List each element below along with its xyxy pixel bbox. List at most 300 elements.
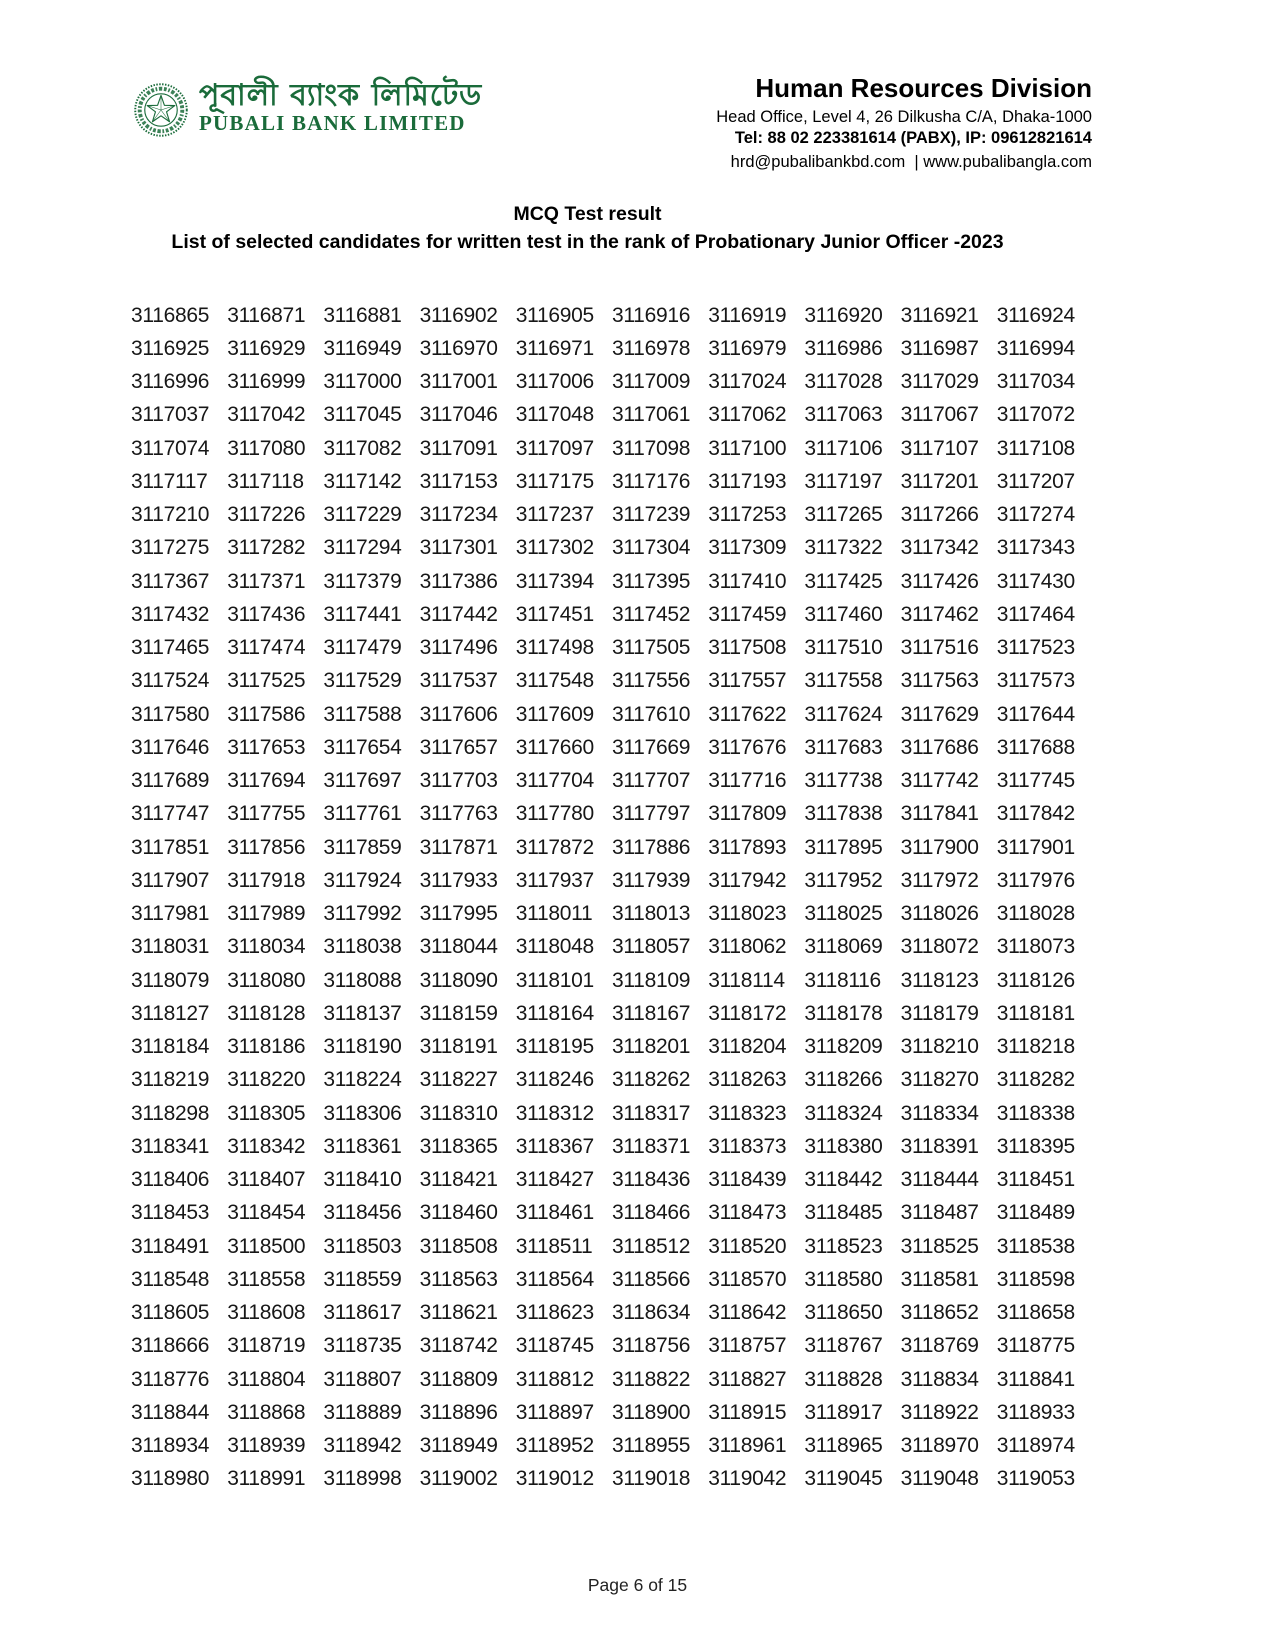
candidate-roll: 3117371 (227, 569, 306, 593)
candidate-roll: 3118262 (611, 1068, 691, 1092)
candidate-roll: 3118373 (708, 1134, 787, 1158)
candidate-roll: 3118841 (996, 1367, 1075, 1391)
candidate-roll: 3118201 (611, 1035, 691, 1059)
bank-logo-text (199, 80, 482, 134)
candidate-roll: 3119018 (611, 1467, 691, 1491)
candidate-roll: 3117234 (419, 503, 498, 527)
candidate-roll: 3118190 (323, 1035, 402, 1059)
candidate-roll: 3117426 (900, 569, 979, 593)
candidate-roll: 3119048 (900, 1467, 979, 1491)
candidate-roll: 3118598 (996, 1267, 1075, 1291)
candidate-roll: 3118178 (804, 1001, 883, 1025)
results-row (131, 1164, 1093, 1197)
candidate-roll: 3117742 (900, 769, 979, 793)
candidate-roll: 3117523 (996, 636, 1075, 660)
pubali-bank-seal-icon (133, 82, 189, 138)
results-row (131, 765, 1093, 798)
candidate-roll: 3118897 (515, 1400, 594, 1424)
candidate-roll: 3118128 (227, 1001, 306, 1025)
results-row (131, 1130, 1093, 1163)
candidate-roll: 3118570 (708, 1267, 787, 1291)
candidate-roll: 3117654 (323, 735, 402, 759)
candidate-roll: 3117465 (131, 636, 210, 660)
candidate-roll: 3117629 (900, 702, 979, 726)
candidate-roll: 3117436 (227, 602, 306, 626)
candidate-roll: 3118334 (900, 1101, 979, 1125)
candidate-roll: 3118220 (227, 1068, 306, 1092)
candidate-roll: 3118080 (227, 968, 306, 992)
candidate-roll: 3118489 (996, 1201, 1075, 1225)
candidate-roll: 3118204 (708, 1035, 787, 1059)
candidate-roll: 3118159 (419, 1001, 498, 1025)
candidate-roll: 3118487 (900, 1201, 979, 1225)
candidate-roll: 3117080 (227, 436, 306, 460)
candidate-roll: 3117379 (323, 569, 402, 593)
results-row (131, 366, 1093, 399)
results-row (131, 299, 1093, 332)
results-row (131, 898, 1093, 931)
candidate-roll: 3117976 (996, 868, 1075, 892)
candidate-roll: 3117842 (996, 802, 1075, 826)
candidate-roll: 3116929 (227, 336, 306, 360)
results-row (131, 465, 1093, 498)
candidate-roll: 3118650 (804, 1301, 883, 1325)
candidate-roll: 3118980 (131, 1467, 210, 1491)
candidate-roll: 3116925 (131, 336, 210, 360)
candidate-roll: 3117573 (996, 669, 1075, 693)
candidate-roll: 3117042 (227, 403, 306, 427)
candidate-roll: 3118186 (227, 1035, 306, 1059)
candidate-roll: 3117525 (227, 669, 306, 693)
candidate-roll: 3118427 (515, 1168, 594, 1192)
candidate-roll: 3116916 (611, 303, 691, 327)
candidate-roll: 3117622 (708, 702, 787, 726)
candidate-roll: 3118164 (515, 1001, 594, 1025)
candidate-roll: 3117046 (419, 403, 498, 427)
candidate-roll: 3116971 (515, 336, 594, 360)
candidate-roll: 3118057 (611, 935, 691, 959)
candidate-roll: 3117452 (611, 602, 691, 626)
candidate-roll: 3118844 (131, 1400, 210, 1424)
candidate-roll: 3118460 (419, 1201, 498, 1225)
candidate-roll: 3118062 (708, 935, 787, 959)
candidate-roll: 3117624 (804, 702, 883, 726)
candidate-roll: 3117704 (515, 769, 594, 793)
candidate-roll: 3117201 (900, 469, 979, 493)
candidate-roll: 3118026 (900, 902, 979, 926)
candidate-roll: 3118073 (996, 935, 1075, 959)
candidate-roll: 3117747 (131, 802, 210, 826)
candidate-roll: 3118338 (996, 1101, 1075, 1125)
candidate-roll: 3118028 (996, 902, 1075, 926)
candidate-roll: 3118069 (804, 935, 883, 959)
candidate-roll: 3118548 (131, 1267, 210, 1291)
candidate-roll: 3117253 (708, 503, 787, 527)
candidate-roll: 3118952 (515, 1434, 594, 1458)
candidate-roll: 3117610 (611, 702, 691, 726)
candidate-roll: 3118395 (996, 1134, 1075, 1158)
candidate-roll: 3118917 (804, 1400, 883, 1424)
candidate-roll: 3117510 (804, 636, 883, 660)
candidate-roll: 3117479 (323, 636, 402, 660)
candidate-roll: 3117548 (515, 669, 594, 693)
candidate-roll: 3118559 (323, 1267, 402, 1291)
candidate-roll: 3116924 (996, 303, 1075, 327)
candidate-roll: 3117900 (900, 835, 979, 859)
candidate-roll: 3117871 (419, 835, 498, 859)
candidate-roll: 3118090 (419, 968, 498, 992)
candidate-roll: 3118617 (323, 1301, 402, 1325)
candidate-roll: 3116881 (323, 303, 402, 327)
candidate-roll: 3118742 (419, 1334, 498, 1358)
candidate-roll: 3117937 (515, 868, 594, 892)
candidate-roll: 3118807 (323, 1367, 402, 1391)
candidate-roll: 3117524 (131, 669, 210, 693)
candidate-roll: 3117588 (323, 702, 402, 726)
candidate-roll: 3118406 (131, 1168, 210, 1192)
candidate-roll: 3117098 (611, 436, 691, 460)
candidate-roll: 3118263 (708, 1068, 787, 1092)
candidate-roll: 3117496 (419, 636, 498, 660)
candidate-roll: 3117918 (227, 868, 306, 892)
candidate-roll: 3118191 (419, 1035, 498, 1059)
candidate-roll: 3118298 (131, 1101, 210, 1125)
candidate-roll: 3118380 (804, 1134, 883, 1158)
candidate-roll: 3118306 (323, 1101, 402, 1125)
candidate-roll: 3117294 (323, 536, 402, 560)
candidate-roll: 3117686 (900, 735, 979, 759)
candidate-roll: 3118456 (323, 1201, 402, 1225)
candidate-roll: 3117992 (323, 902, 402, 926)
candidate-roll: 3118965 (804, 1434, 883, 1458)
candidate-roll: 3118735 (323, 1334, 402, 1358)
candidate-roll: 3116987 (900, 336, 979, 360)
candidate-roll: 3117893 (708, 835, 787, 859)
candidate-roll: 3118827 (708, 1367, 787, 1391)
results-row (131, 665, 1093, 698)
results-row (131, 565, 1093, 598)
candidate-roll: 3117342 (900, 536, 979, 560)
candidate-roll: 3117660 (515, 735, 594, 759)
candidate-roll: 3117557 (708, 669, 787, 693)
candidate-roll: 3117694 (227, 769, 306, 793)
candidate-roll: 3117609 (515, 702, 594, 726)
candidate-roll: 3118804 (227, 1367, 306, 1391)
candidate-roll: 3118955 (611, 1434, 691, 1458)
candidate-roll: 3117841 (900, 802, 979, 826)
candidate-roll: 3117275 (131, 536, 210, 560)
candidate-roll: 3118666 (131, 1334, 210, 1358)
candidate-roll: 3117972 (900, 868, 979, 892)
candidate-roll: 3117045 (323, 403, 402, 427)
candidate-roll: 3118227 (419, 1068, 498, 1092)
candidate-roll: 3116986 (804, 336, 883, 360)
candidate-roll: 3117516 (900, 636, 979, 660)
candidate-roll: 3117000 (323, 370, 402, 394)
candidate-roll: 3117006 (515, 370, 594, 394)
results-row (131, 798, 1093, 831)
candidate-roll: 3117266 (900, 503, 979, 527)
candidate-roll: 3116920 (804, 303, 883, 327)
candidate-roll: 3117106 (804, 436, 883, 460)
candidate-roll: 3117462 (900, 602, 979, 626)
candidate-roll: 3117210 (131, 503, 210, 527)
candidate-roll: 3118453 (131, 1201, 210, 1225)
candidate-roll: 3118011 (515, 902, 593, 926)
candidate-roll: 3117780 (515, 802, 594, 826)
candidate-roll: 3116865 (131, 303, 210, 327)
candidate-roll: 3118485 (804, 1201, 883, 1225)
candidate-roll: 3118566 (611, 1267, 691, 1291)
candidate-roll: 3118558 (227, 1267, 306, 1291)
candidate-roll: 3119002 (419, 1467, 498, 1491)
candidate-roll: 3118317 (611, 1101, 691, 1125)
candidate-roll: 3117697 (323, 769, 402, 793)
candidate-roll: 3117563 (900, 669, 979, 693)
candidate-roll: 3117586 (227, 702, 306, 726)
candidate-roll: 3117062 (708, 403, 787, 427)
candidate-roll: 3117809 (708, 802, 787, 826)
candidate-roll: 3118970 (900, 1434, 979, 1458)
candidate-roll: 3118503 (323, 1234, 402, 1258)
candidate-roll: 3118218 (996, 1035, 1075, 1059)
candidate-roll: 3117430 (996, 569, 1075, 593)
candidate-roll: 3117683 (804, 735, 883, 759)
candidate-roll: 3117309 (708, 536, 787, 560)
candidate-roll: 3117176 (611, 469, 691, 493)
candidate-roll: 3118342 (227, 1134, 306, 1158)
candidate-roll: 3116905 (515, 303, 594, 327)
candidate-roll: 3118172 (708, 1001, 787, 1025)
candidate-roll: 3117995 (419, 902, 498, 926)
results-row (131, 1263, 1093, 1296)
candidate-roll: 3117265 (804, 503, 883, 527)
candidate-roll: 3118949 (419, 1434, 498, 1458)
candidate-roll: 3119042 (708, 1467, 787, 1491)
results-row (131, 831, 1093, 864)
candidate-roll: 3118025 (804, 902, 883, 926)
candidate-roll: 3117274 (996, 503, 1075, 527)
candidate-roll: 3118634 (611, 1301, 691, 1325)
results-row (131, 1097, 1093, 1130)
candidate-roll: 3117886 (611, 835, 691, 859)
candidate-roll: 3118451 (996, 1168, 1075, 1192)
candidate-roll: 3118034 (227, 935, 306, 959)
candidate-roll: 3118367 (515, 1134, 594, 1158)
candidate-roll: 3118580 (804, 1267, 883, 1291)
telephone-line: Tel: 88 02 223381614 (PABX), IP: 09612821614 (734, 129, 1092, 147)
candidate-roll: 3117907 (131, 868, 210, 892)
candidate-roll: 3117001 (419, 370, 498, 394)
results-row (131, 1031, 1093, 1064)
candidate-roll: 3117108 (996, 436, 1075, 460)
candidate-roll: 3117009 (611, 370, 691, 394)
results-row (131, 964, 1093, 997)
candidate-roll: 3118809 (419, 1367, 498, 1391)
results-row (131, 1363, 1093, 1396)
candidate-roll: 3118310 (419, 1101, 498, 1125)
candidate-roll: 3118072 (900, 935, 979, 959)
candidate-roll: 3118224 (323, 1068, 402, 1092)
candidate-roll: 3117901 (996, 835, 1075, 859)
candidate-roll: 3116949 (323, 336, 402, 360)
candidate-roll: 3117367 (131, 569, 210, 593)
candidate-roll: 3117343 (996, 536, 1075, 560)
candidate-roll: 3118179 (900, 1001, 979, 1025)
candidate-roll: 3117942 (708, 868, 787, 892)
candidate-roll: 3117707 (611, 769, 691, 793)
candidate-roll: 3118868 (227, 1400, 306, 1424)
candidate-roll: 3117745 (996, 769, 1075, 793)
candidate-roll: 3117322 (804, 536, 883, 560)
contact-line: hrd@pubalibankbd.com | www.pubalibangla.com (730, 153, 1092, 171)
candidate-roll: 3118900 (611, 1400, 691, 1424)
page-footer (0, 1574, 1275, 1596)
candidate-roll: 3118305 (227, 1101, 306, 1125)
page-number: Page 6 of 15 (587, 1575, 688, 1595)
candidate-roll: 3117302 (515, 536, 594, 560)
candidate-roll: 3117933 (419, 868, 498, 892)
results-row (131, 532, 1093, 565)
candidate-roll: 3117755 (227, 802, 306, 826)
candidate-roll: 3118812 (515, 1367, 594, 1391)
bank-logo (133, 80, 482, 138)
candidate-roll: 3118757 (708, 1334, 787, 1358)
candidate-roll: 3118137 (323, 1001, 402, 1025)
candidate-roll: 3118266 (804, 1068, 883, 1092)
candidate-roll: 3118439 (708, 1168, 787, 1192)
candidate-roll: 3117239 (611, 503, 691, 527)
candidate-roll: 3118942 (323, 1434, 402, 1458)
candidate-roll: 3117432 (131, 602, 210, 626)
candidate-roll: 3117425 (804, 569, 883, 593)
candidate-roll: 3118210 (900, 1035, 979, 1059)
candidate-roll: 3117952 (804, 868, 883, 892)
candidate-roll: 3118109 (611, 968, 691, 992)
candidate-roll: 3118652 (900, 1301, 979, 1325)
candidate-roll: 3118520 (708, 1234, 787, 1258)
candidate-roll: 3118048 (515, 935, 594, 959)
candidate-roll: 3118209 (804, 1035, 883, 1059)
candidate-roll: 3116919 (708, 303, 787, 327)
document-title: MCQ Test result (513, 203, 662, 225)
candidate-roll: 3117459 (708, 602, 787, 626)
candidate-roll: 3118473 (708, 1201, 787, 1225)
candidate-roll: 3117763 (419, 802, 498, 826)
candidate-roll: 3118538 (996, 1234, 1075, 1258)
candidate-roll: 3117474 (227, 636, 306, 660)
results-row (131, 1230, 1093, 1263)
candidate-roll: 3118756 (611, 1334, 691, 1358)
candidate-roll: 3117688 (996, 735, 1075, 759)
results-row (131, 1396, 1093, 1429)
candidate-roll: 3118323 (708, 1101, 787, 1125)
results-row (131, 332, 1093, 365)
candidate-roll: 3118246 (515, 1068, 594, 1092)
candidate-roll: 3118101 (515, 968, 594, 992)
candidate-roll: 3117061 (611, 403, 691, 427)
candidate-roll: 3118361 (323, 1134, 402, 1158)
candidate-roll: 3118114 (708, 968, 785, 992)
candidate-roll: 3118270 (900, 1068, 979, 1092)
candidate-roll: 3117505 (611, 636, 691, 660)
candidate-roll: 3118181 (996, 1001, 1075, 1025)
candidate-roll: 3116871 (227, 303, 306, 327)
candidate-roll: 3118038 (323, 935, 402, 959)
candidate-roll: 3118454 (227, 1201, 306, 1225)
candidate-roll: 3117646 (131, 735, 210, 759)
candidate-roll: 3117797 (611, 802, 691, 826)
head-office-address: Head Office, Level 4, 26 Dilkusha C/A, Dhaka-1000 (716, 108, 1092, 126)
candidate-roll: 3117395 (611, 569, 691, 593)
results-grid (131, 299, 1093, 1496)
candidate-roll: 3117063 (804, 403, 883, 427)
candidate-roll: 3117529 (323, 669, 402, 693)
candidate-roll: 3118605 (131, 1301, 210, 1325)
candidate-roll: 3116921 (900, 303, 979, 327)
candidate-roll: 3118421 (419, 1168, 498, 1192)
candidate-roll: 3118939 (227, 1434, 306, 1458)
candidate-roll: 3118195 (515, 1035, 594, 1059)
candidate-roll: 3117118 (227, 469, 304, 493)
candidate-roll: 3117498 (515, 636, 594, 660)
candidate-roll: 3118581 (900, 1267, 979, 1291)
candidate-roll: 3118621 (419, 1301, 498, 1325)
candidate-roll: 3117193 (708, 469, 787, 493)
candidate-roll: 3118466 (611, 1201, 691, 1225)
document-title-block (100, 201, 1075, 256)
candidate-roll: 3117851 (131, 835, 210, 859)
candidate-roll: 3117207 (996, 469, 1075, 493)
candidate-roll: 3117067 (900, 403, 979, 427)
candidate-roll: 3117226 (227, 503, 306, 527)
candidate-roll: 3117175 (515, 469, 594, 493)
results-row (131, 731, 1093, 764)
candidate-roll: 3118123 (900, 968, 979, 992)
candidate-roll: 3118974 (996, 1434, 1075, 1458)
candidate-roll: 3118889 (323, 1400, 402, 1424)
candidate-roll: 3118508 (419, 1234, 498, 1258)
results-row (131, 432, 1093, 465)
candidate-roll: 3117117 (131, 469, 208, 493)
candidate-roll: 3118013 (611, 902, 691, 926)
candidate-roll: 3117669 (611, 735, 691, 759)
results-row (131, 1064, 1093, 1097)
results-row (131, 997, 1093, 1030)
bank-name-english: PUBALI BANK LIMITED (199, 111, 466, 135)
candidate-roll: 3118044 (419, 935, 498, 959)
candidate-roll: 3118184 (131, 1035, 210, 1059)
candidate-roll: 3116999 (227, 370, 306, 394)
division-title: Human Resources Division (755, 73, 1092, 103)
candidate-roll: 3117838 (804, 802, 883, 826)
candidate-roll: 3117034 (996, 370, 1075, 394)
candidate-roll: 3117229 (323, 503, 402, 527)
candidate-roll: 3118116 (804, 968, 881, 992)
candidate-roll: 3116979 (708, 336, 787, 360)
candidate-roll: 3118341 (131, 1134, 210, 1158)
candidate-roll: 3117097 (515, 436, 594, 460)
candidate-roll: 3117703 (419, 769, 498, 793)
results-row (131, 1330, 1093, 1363)
candidate-roll: 3118922 (900, 1400, 979, 1424)
candidate-roll: 3118822 (611, 1367, 691, 1391)
candidate-roll: 3118126 (996, 968, 1075, 992)
candidate-roll: 3117142 (323, 469, 402, 493)
bank-name-bengali: পূবালী ব্যাংক লিমিটেড (199, 78, 483, 113)
candidate-roll: 3118407 (227, 1168, 306, 1192)
candidate-roll: 3118391 (900, 1134, 979, 1158)
